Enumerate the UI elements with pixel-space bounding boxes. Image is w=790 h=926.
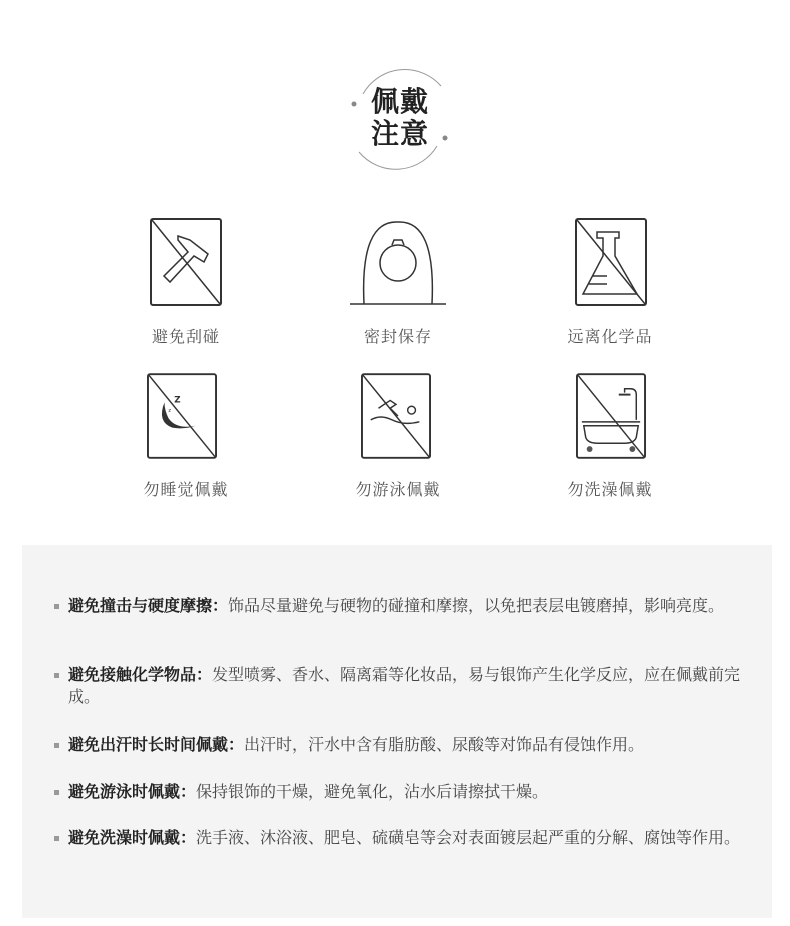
bullet-icon: [54, 604, 59, 609]
note-title: 避免洗澡时佩戴：: [68, 828, 197, 847]
note-item: [68, 664, 758, 708]
bullet-icon: [54, 836, 59, 841]
icon-label: 避免刮碰: [151, 327, 220, 346]
note-title: 避免游泳时佩戴：: [68, 782, 197, 801]
note-item: [68, 781, 758, 803]
note-title: 避免出汗时长时间佩戴：: [68, 735, 245, 754]
note-text: 保持银饰的干燥，避免氧化，沾水后请擦拭干燥。: [196, 782, 549, 801]
bullet-icon: [54, 790, 59, 795]
flask-icon: [575, 218, 647, 306]
note-text: 洗手液、沐浴液、肥皂、硫磺皂等会对表面镀层起严重的分解、腐蚀等作用。: [196, 828, 741, 847]
swim-icon: [361, 373, 431, 459]
svg-text:Z: Z: [174, 395, 181, 406]
note-text: 出汗时，汗水中含有脂肪酸、尿酸等对饰品有侵蚀作用。: [244, 735, 645, 754]
sleep-icon: [147, 373, 217, 459]
icon-label: 远离化学品: [567, 327, 653, 346]
header-badge: [345, 64, 455, 174]
icon-label: 勿睡觉佩戴: [143, 480, 229, 499]
icon-label: 勿洗澡佩戴: [567, 480, 653, 499]
notes-panel: [22, 545, 772, 918]
note-item: [68, 595, 758, 617]
note-text: 发型喷雾、香水、隔离霜等化妆品，易与银饰产生化学反应，应在佩戴前完成。: [68, 665, 741, 706]
bullet-icon: [54, 743, 59, 748]
note-title: 避免接触化学物品：: [68, 665, 213, 684]
note-item: [68, 734, 758, 756]
bath-icon: [576, 373, 646, 459]
icon-label: 密封保存: [363, 327, 432, 346]
ring-icon: [350, 218, 446, 306]
note-item: [68, 827, 758, 849]
header-line2: 注意: [370, 117, 429, 150]
note-title: 避免撞击与硬度摩擦：: [68, 596, 229, 615]
note-text: 饰品尽量避免与硬物的碰撞和摩擦，以免把表层电镀磨掉，影响亮度。: [228, 596, 725, 615]
icon-label: 勿游泳佩戴: [355, 480, 441, 499]
svg-text:z: z: [168, 408, 171, 415]
bullet-icon: [54, 673, 59, 678]
hammer-icon: [150, 218, 222, 306]
header-line1: 佩戴: [370, 85, 429, 118]
